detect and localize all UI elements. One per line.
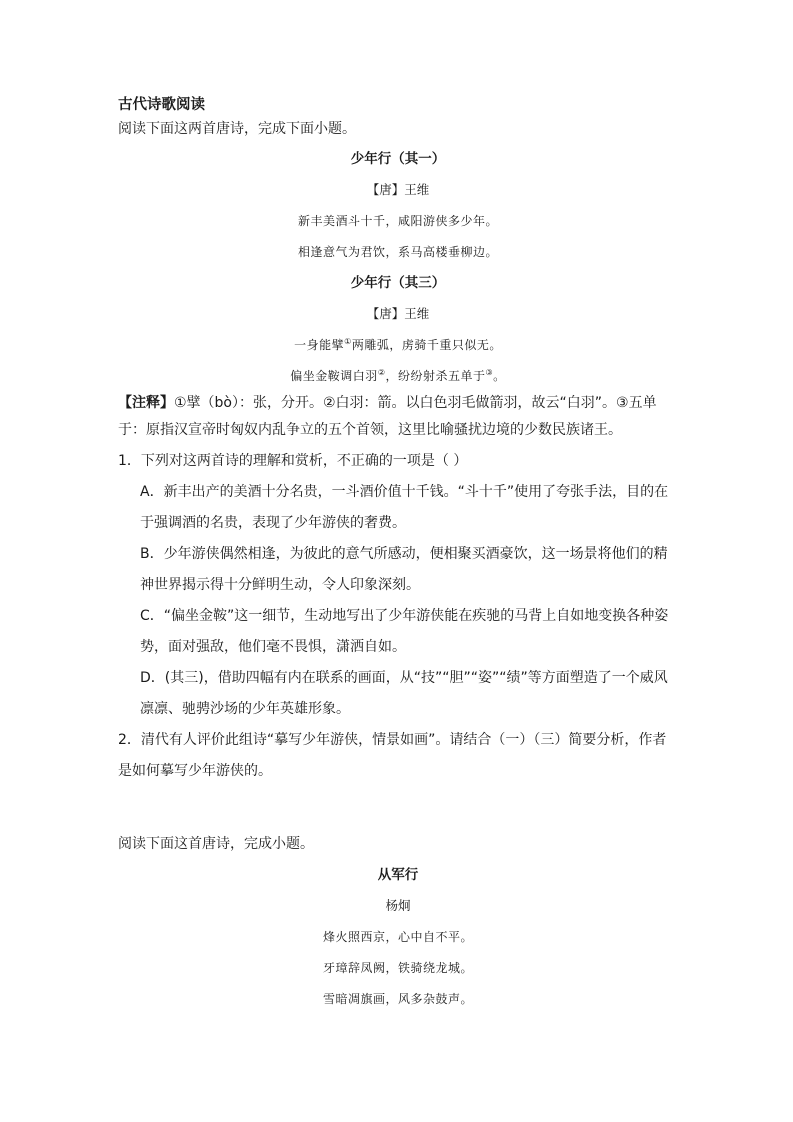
poem-text: 偏坐金鞍调白羽 bbox=[290, 369, 378, 383]
poem-congjunxing bbox=[118, 865, 678, 1009]
poem-author: 杨炯 bbox=[385, 898, 411, 913]
footnote-marker: ① bbox=[344, 337, 352, 346]
section1-instruction: 阅读下面这两首唐诗，完成下面小题。 bbox=[118, 121, 356, 137]
poem-author: 【唐】王维 bbox=[366, 182, 430, 197]
poem-line: 相逢意气为君饮，系马高楼垂柳边。 bbox=[297, 245, 498, 259]
annotation-notes bbox=[118, 390, 678, 444]
document-content bbox=[118, 94, 678, 1009]
question-1 bbox=[118, 446, 678, 725]
poem-title: 从军行 bbox=[377, 867, 419, 883]
question-stem: 2．清代有人评价此组诗“摹写少年游侠，情景如画”。请结合（一）（三）简要分析，作者是如何摹写少年游侠的。 bbox=[118, 732, 667, 779]
poem-line bbox=[118, 335, 678, 355]
section-heading: 古代诗歌阅读 bbox=[118, 97, 205, 113]
question-2 bbox=[118, 725, 678, 787]
option-d: D．(其三)，借助四幅有内在联系的画面，从“技”“胆”“姿”“绩”等方面塑造了一个威风凛凛、驰骋沙场的少年英雄形象。 bbox=[140, 670, 668, 717]
question-stem: 1．下列对这两首诗的理解和赏析，不正确的一项是（ ） bbox=[118, 453, 468, 469]
poem-text: 。 bbox=[493, 369, 506, 383]
footnote-marker: ② bbox=[377, 368, 386, 377]
notes-label: 【注释】 bbox=[118, 395, 174, 411]
poem-text: ，纷纷射杀五单于 bbox=[385, 369, 486, 383]
poem-line: 烽火照西京，心中自不平。 bbox=[322, 930, 473, 944]
poem-text: 两雕弧，虏骑千重只似无。 bbox=[351, 338, 502, 352]
option-a: A．新丰出产的美酒十分名贵，一斗酒价值十千钱。“斗十千”使用了夸张手法，目的在于强调酒的名贵，表现了少年游侠的奢费。 bbox=[140, 484, 669, 531]
section2-instruction: 阅读下面这首唐诗，完成小题。 bbox=[118, 836, 314, 852]
poem-shaonianxing-3 bbox=[118, 273, 678, 386]
footnote-marker: ③ bbox=[485, 368, 494, 377]
notes-text: ①擘（bò）：张，分开。②白羽：箭。以白色羽毛做箭羽，故云“白羽”。③五单于：原指汉宣帝时匈奴内乱争立的五个首领，这里比喻骚扰边境的少数民族诸王。 bbox=[118, 395, 657, 438]
poem-line bbox=[118, 366, 678, 386]
poem-title: 少年行（其三） bbox=[350, 275, 446, 291]
poem-line: 雪暗凋旗画，风多杂鼓声。 bbox=[322, 992, 473, 1006]
poem-shaonianxing-1 bbox=[118, 149, 678, 262]
poem-line: 新丰美酒斗十千，咸阳游侠多少年。 bbox=[297, 214, 498, 228]
poem-title: 少年行（其一） bbox=[350, 151, 446, 167]
option-c: C．“偏坐金鞍”这一细节，生动地写出了少年游侠能在疾驰的马背上自如地变换各种姿势，面对强敌，他们毫不畏惧，潇洒自如。 bbox=[140, 608, 669, 655]
poem-author: 【唐】王维 bbox=[366, 306, 430, 321]
option-b: B．少年游侠偶然相逢，为彼此的意气所感动，便相聚买酒豪饮，这一场景将他们的精神世界揭示得十分鲜明生动，令人印象深刻。 bbox=[140, 546, 668, 593]
poem-text: 一身能擘 bbox=[294, 338, 345, 352]
poem-line: 牙璋辞凤阙，铁骑绕龙城。 bbox=[322, 961, 473, 975]
